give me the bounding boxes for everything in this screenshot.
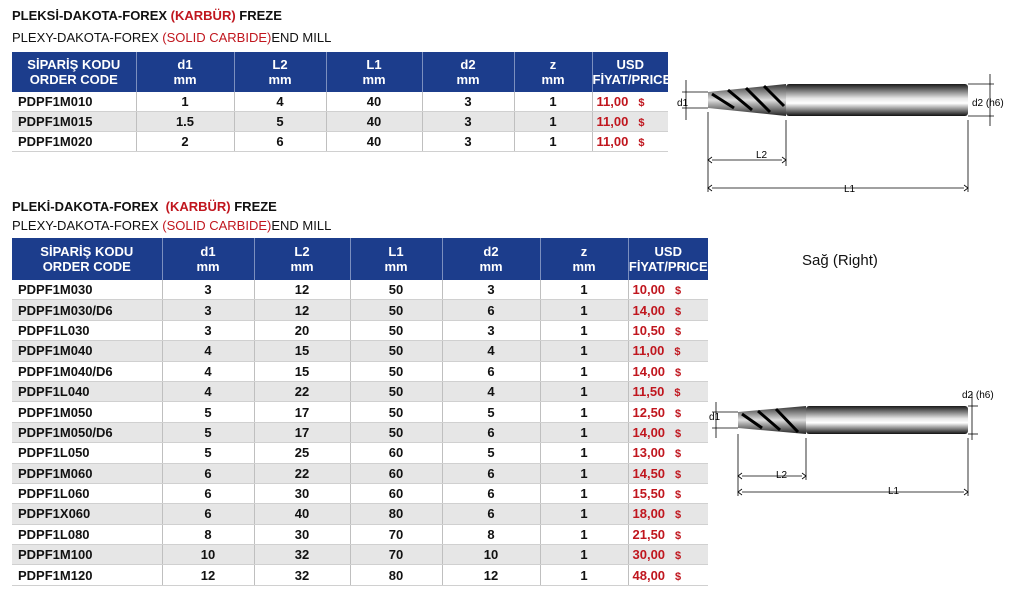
cell-l2: 17 [254,422,350,442]
section1-title-suffix: FREZE [239,8,282,23]
cell-price [592,112,668,132]
cell-z: 1 [540,280,628,300]
header-label-bottom: mm [268,72,292,87]
cell-l2: 5 [234,112,326,132]
section1-table [12,52,672,152]
cell-price [628,524,708,544]
cell-d2: 3 [442,280,540,300]
section2-header-l2 [254,238,350,280]
direction-label: Sağ (Right) [802,252,878,269]
section2-subtitle-highlight: (SOLID CARBIDE) [162,218,272,233]
section1-header-z [514,52,592,92]
cell-d1: 3 [162,280,254,300]
section1-subtitle-suffix: END MILL [271,30,332,45]
section1-title-prefix: PLEKSİ-DAKOTA-FOREX [12,8,168,23]
cell-l2: 25 [254,443,350,463]
cell-l2: 15 [254,361,350,381]
cell-l1: 50 [350,381,442,401]
cell-l2: 32 [254,565,350,585]
header-label-bottom: ORDER CODE [29,72,118,87]
cell-d2: 4 [442,381,540,401]
currency-symbol: $ [675,285,682,298]
price-value: 15,50 [632,486,666,502]
cell-d2: 3 [422,132,514,152]
price-value: 10,00 [632,282,666,298]
cell-z: 1 [540,443,628,463]
cell-l1: 70 [350,545,442,565]
header-label-bottom: mm [362,72,386,87]
cell-d1: 5 [162,443,254,463]
price-value: 11,00 [596,114,629,129]
diagram2-label-d1: d1 [709,412,721,423]
price-value: 21,50 [632,526,666,542]
section2-header-price [628,238,708,280]
cell-d2: 5 [442,443,540,463]
currency-symbol: $ [675,305,682,318]
header-label-bottom: mm [384,259,408,274]
section2-header-z [540,238,628,280]
cell-d2: 12 [442,565,540,585]
cell-d2: 5 [442,402,540,422]
cell-price [592,132,668,152]
cell-z: 1 [514,112,592,132]
header-label-top: L1 [388,244,404,259]
cell-l1: 40 [326,132,422,152]
cell-d2: 3 [422,112,514,132]
currency-symbol: $ [674,346,681,359]
cell-l2: 17 [254,402,350,422]
cell-d2: 10 [442,545,540,565]
section2-subtitle-suffix: END MILL [271,218,332,233]
cell-z: 1 [540,402,628,422]
cell-code: PDPF1L080 [12,524,162,544]
cell-code: PDPF1M030/D6 [12,300,162,320]
cell-d1: 1 [136,92,234,112]
price-value: 14,50 [632,465,666,481]
table-row [12,112,668,132]
cell-code: PDPF1L060 [12,483,162,503]
cell-z: 1 [540,361,628,381]
cell-d1: 12 [162,565,254,585]
cell-d1: 5 [162,422,254,442]
cell-z: 1 [540,565,628,585]
cell-d1: 2 [136,132,234,152]
table-row [12,524,708,544]
price-value: 18,00 [632,506,666,522]
section2-header-d1 [162,238,254,280]
cell-price [628,463,708,483]
section2-title-prefix: PLEKİ-DAKOTA-FOREX [12,199,159,214]
cell-d2: 8 [442,524,540,544]
table-row [12,132,668,152]
cell-code: PDPF1M050 [12,402,162,422]
cell-code: PDPF1M040 [12,341,162,361]
section2-title [12,199,277,214]
cell-l1: 50 [350,422,442,442]
cell-z: 1 [540,545,628,565]
section1-subtitle-highlight: (SOLID CARBIDE) [162,30,272,45]
header-label-top: USD [616,57,644,72]
cell-d2: 6 [442,463,540,483]
cell-price [592,92,668,112]
cell-l2: 20 [254,320,350,340]
header-label-bottom: mm [290,259,314,274]
cell-code: PDPF1M030 [12,280,162,300]
cell-l1: 50 [350,361,442,381]
header-label-top: d1 [200,244,216,259]
cell-l2: 32 [254,545,350,565]
cell-l1: 80 [350,504,442,524]
cell-l1: 50 [350,280,442,300]
cell-price [628,341,708,361]
table-row [12,280,708,300]
cell-l1: 70 [350,524,442,544]
cell-code: PDPF1M020 [12,132,136,152]
end-mill-diagram-bottom [700,384,1020,504]
currency-symbol: $ [675,427,682,440]
table-row [12,443,708,463]
price-value: 12,50 [632,404,666,420]
cell-code: PDPF1L030 [12,320,162,340]
cell-code: PDPF1M120 [12,565,162,585]
currency-symbol: $ [638,97,645,109]
cell-l2: 12 [254,300,350,320]
currency-symbol: $ [675,529,682,542]
cell-price [628,280,708,300]
header-label-top: USD [654,244,682,259]
table-row [12,504,708,524]
section1-header-l2 [234,52,326,92]
diagram2-label-L2: L2 [776,470,788,481]
cell-l1: 80 [350,565,442,585]
cell-d1: 3 [162,300,254,320]
price-value: 13,00 [632,445,666,461]
diagram1-label-d1: d1 [677,98,689,109]
section1-subtitle-prefix: PLEXY-DAKOTA-FOREX [12,30,159,45]
section1-title [12,8,282,23]
table-row [12,381,708,401]
cell-d1: 4 [162,361,254,381]
cell-d1: 6 [162,483,254,503]
cell-d1: 8 [162,524,254,544]
table-row [12,422,708,442]
diagram1-label-d2: d2 (h6) [972,98,1004,109]
price-value: 14,00 [632,302,666,318]
cell-price [628,402,708,422]
section2-title-highlight: (KARBÜR) [165,199,231,214]
table-row [12,483,708,503]
cell-price [628,443,708,463]
section2-header-d2 [442,238,540,280]
table-row [12,565,708,585]
cell-z: 1 [540,504,628,524]
header-label-top: SİPARİŞ KODU [27,57,121,72]
cell-code: PDPF1M060 [12,463,162,483]
currency-symbol: $ [675,489,682,502]
cell-d1: 6 [162,504,254,524]
price-value: 48,00 [632,567,666,583]
cell-d2: 6 [442,422,540,442]
cell-l1: 60 [350,443,442,463]
cell-l2: 4 [234,92,326,112]
header-label-bottom: FİYAT/PRICE [592,72,672,87]
cell-d1: 4 [162,341,254,361]
currency-symbol: $ [675,550,682,563]
cell-code: PDPF1M040/D6 [12,361,162,381]
currency-symbol: $ [638,117,645,129]
diagram1-label-L1: L1 [844,184,856,195]
diagram2-label-L1: L1 [888,486,900,497]
cell-l2: 6 [234,132,326,152]
cell-l1: 50 [350,320,442,340]
cell-z: 1 [540,320,628,340]
cell-z: 1 [540,341,628,361]
section1-title-highlight: (KARBÜR) [170,8,236,23]
cell-d2: 3 [422,92,514,112]
currency-symbol: $ [675,325,682,338]
header-label-bottom: mm [541,72,565,87]
header-label-bottom: FİYAT/PRICE [628,259,708,274]
cell-l1: 50 [350,341,442,361]
cell-price [628,300,708,320]
header-label-top: L2 [272,57,288,72]
end-mill-shank [786,84,968,116]
currency-symbol: $ [675,366,682,379]
header-label-top: L1 [366,57,382,72]
cell-d2: 6 [442,361,540,381]
header-label-bottom: mm [572,259,596,274]
section1-subtitle [12,30,331,45]
cell-l2: 40 [254,504,350,524]
currency-symbol: $ [675,570,682,583]
cell-d1: 6 [162,463,254,483]
header-label-top: d2 [460,57,476,72]
section2-header-order-code [12,238,162,280]
currency-symbol: $ [675,407,682,420]
cell-price [628,320,708,340]
section1-body [12,92,668,152]
cell-z: 1 [540,300,628,320]
cell-l2: 30 [254,524,350,544]
cell-l1: 40 [326,92,422,112]
cell-d1: 3 [162,320,254,340]
cell-price [628,483,708,503]
section1-header-order-code [12,52,136,92]
cell-d1: 4 [162,381,254,401]
cell-l1: 50 [350,300,442,320]
cell-d1: 1.5 [136,112,234,132]
cell-z: 1 [540,381,628,401]
section2-header-row [12,238,708,280]
cell-price [628,545,708,565]
table-row [12,545,708,565]
section2-subtitle [12,218,331,233]
cell-l1: 60 [350,483,442,503]
header-label-bottom: mm [196,259,220,274]
table-row [12,463,708,483]
cell-l1: 50 [350,402,442,422]
cell-l2: 30 [254,483,350,503]
cell-z: 1 [540,483,628,503]
price-value: 14,00 [632,363,666,379]
price-value: 14,00 [632,424,666,440]
cell-code: PDPF1X060 [12,504,162,524]
cell-code: PDPF1M100 [12,545,162,565]
cell-l1: 40 [326,112,422,132]
cell-d2: 6 [442,300,540,320]
cell-price [628,381,708,401]
cell-price [628,361,708,381]
section2-table [12,238,708,586]
cell-price [628,565,708,585]
cell-l2: 15 [254,341,350,361]
price-value: 11,00 [596,134,629,149]
table-row [12,341,708,361]
header-label-top: d1 [177,57,193,72]
price-value: 11,50 [632,384,665,400]
currency-symbol: $ [675,468,682,481]
section1-header-price [592,52,672,92]
price-value: 11,00 [632,343,665,359]
cell-d2: 6 [442,504,540,524]
cell-code: PDPF1M015 [12,112,136,132]
header-label-top: d2 [483,244,499,259]
section1-header-d2 [422,52,514,92]
currency-symbol: $ [675,509,682,522]
cell-l2: 12 [254,280,350,300]
header-label-bottom: ORDER CODE [42,259,131,274]
cell-code: PDPF1L050 [12,443,162,463]
header-label-bottom: mm [456,72,480,87]
cell-d2: 4 [442,341,540,361]
header-label-top: SİPARİŞ KODU [40,244,134,259]
section2-header-l1 [350,238,442,280]
cell-code: PDPF1L040 [12,381,162,401]
header-label-top: L2 [294,244,310,259]
cell-z: 1 [540,463,628,483]
currency-symbol: $ [675,448,682,461]
section1-header-d1 [136,52,234,92]
section1-header-row [12,52,668,92]
cell-d1: 5 [162,402,254,422]
cell-z: 1 [514,132,592,152]
table-row [12,361,708,381]
end-mill-diagram-top [672,66,1012,204]
cell-code: PDPF1M010 [12,92,136,112]
table-row [12,92,668,112]
diagram2-label-d2: d2 (h6) [962,390,994,401]
cell-price [628,504,708,524]
price-value: 30,00 [632,547,666,563]
table-row [12,320,708,340]
cell-d1: 10 [162,545,254,565]
cell-l1: 60 [350,463,442,483]
section1-header-l1 [326,52,422,92]
table-row [12,402,708,422]
cell-d2: 3 [442,320,540,340]
header-label-top: z [580,244,588,259]
cell-l2: 22 [254,381,350,401]
cell-z: 1 [540,524,628,544]
cell-z: 1 [540,422,628,442]
cell-code: PDPF1M050/D6 [12,422,162,442]
cell-z: 1 [514,92,592,112]
section2-body [12,280,708,585]
currency-symbol: $ [674,387,681,400]
cell-price [628,422,708,442]
table-row [12,300,708,320]
header-label-bottom: mm [173,72,197,87]
section2-subtitle-prefix: PLEXY-DAKOTA-FOREX [12,218,159,233]
price-value: 11,00 [596,94,629,109]
cell-d2: 6 [442,483,540,503]
diagram1-label-L2: L2 [756,150,768,161]
price-value: 10,50 [632,322,666,338]
end-mill-shank [806,406,968,434]
header-label-top: z [549,57,557,72]
section2-title-suffix: FREZE [234,199,277,214]
cell-l2: 22 [254,463,350,483]
header-label-bottom: mm [479,259,503,274]
currency-symbol: $ [638,137,645,149]
